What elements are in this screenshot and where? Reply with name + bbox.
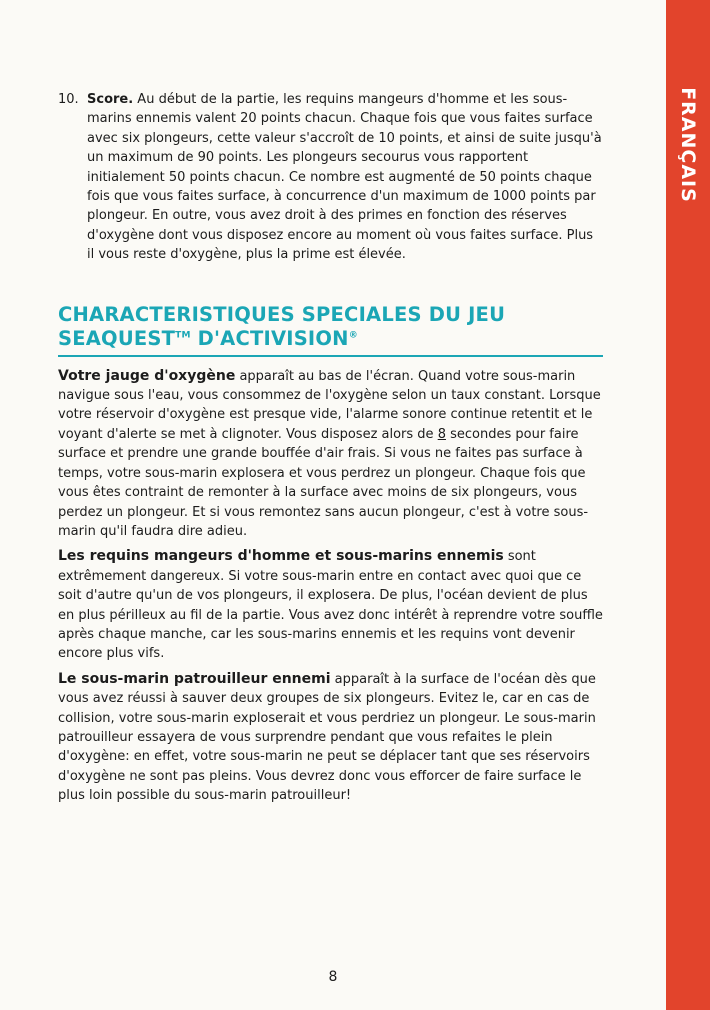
oxygen-seconds-value: 8 xyxy=(437,426,446,442)
patrol-text: apparaît à la surface de l'océan dès que vous avez réussi à sauver deux groupes de six plongeurs. Evitez le, car en cas de collision, votre sous-marin exploserait et vous perdriez un plongeur. Le sous-marin patrouilleur essayera de vous surprendre pendant que vous refaites le plein d'oxygène: en effet, votre sous-marin ne peut se déplacer tant que ses réservoirs d'oxygène ne sont pas pleins. Vous devrez donc vous efforcer de faire surface le plus loin possible du sous-marin patrouilleur! xyxy=(58,671,596,804)
language-tab-label: FRANÇAIS xyxy=(677,87,699,203)
trademark-mark: TM xyxy=(175,330,191,341)
oxygen-title: Votre jauge d'oxygène xyxy=(58,367,236,384)
heading-rule xyxy=(58,355,603,357)
heading-publisher: D'ACTIVISION xyxy=(190,326,349,350)
section-heading xyxy=(58,303,603,351)
heading-game-name: SEAQUEST xyxy=(58,326,176,350)
sharks-paragraph xyxy=(58,547,603,663)
patrol-title: Le sous-marin patrouilleur ennemi xyxy=(58,670,331,687)
heading-line-1: CHARACTERISTIQUES SPECIALES DU JEU xyxy=(58,302,506,326)
page-content xyxy=(58,90,603,812)
heading-line-2 xyxy=(58,327,603,351)
score-item xyxy=(58,90,603,265)
oxygen-paragraph xyxy=(58,367,603,542)
oxygen-text-b: secondes pour faire surface et prendre une grande bouffée d'air frais. Si vous ne faites pas surface à temps, votre sous-marin explosera et vous perdrez un plongeur. Chaque fois que vous êtes contraint de remonter à la surface avec moins de six plongeurs, vous perdez un plongeur. Et si vous remontez sans aucun plongeur, c'est à votre sous-marin qu'il faudra dire adieu. xyxy=(58,426,589,539)
patrol-paragraph xyxy=(58,670,603,806)
score-title: Score. xyxy=(87,92,134,107)
registered-mark: ® xyxy=(348,330,358,341)
page-number: 8 xyxy=(328,969,338,985)
oxygen-text-a: apparaît au bas de l'écran. Quand votre sous-marin navigue sous l'eau, vous consommez de l'oxygène selon un taux constant. Lorsque votre réservoir d'oxygène est presque vide, l'alarme sonore continue retentit et le voyant d'alerte se met à clignoter. Vous disposez alors de xyxy=(58,368,601,442)
item-number: 10. xyxy=(58,92,79,107)
sharks-title: Les requins mangeurs d'homme et sous-marins ennemis xyxy=(58,548,504,565)
score-text: Au début de la partie, les requins mangeurs d'homme et les sous-marins ennemis valent 20 points chacun. Chaque fois que vous faites surface avec six plongeurs, cette valeur s'accroît de 10 points, et ainsi de suite jusqu'à un maximum de 90 points. Les plongeurs secourus vous rapportent initialement 50 points chacun. Ce nombre est augmenté de 50 points chaque fois que vous faites surface, à concurrence d'un maximum de 1000 points par plongeur. En outre, vous avez droit à des primes en fonction des réserves d'oxygène dont vous disposez encore au moment où vous faites surface. Plus il vous reste d'oxygène, plus la prime est élevée. xyxy=(87,92,602,263)
sharks-text: sont extrêmement dangereux. Si votre sous-marin entre en contact avec quoi que ce soit d'autre qu'un de vos plongeurs, il explosera. De plus, l'océan devient de plus en plus périlleux au fil de la partie. Vous avez donc intérêt à reprendre votre souffle après chaque manche, car les sous-marins ennemis et les requins vont devenir encore plus vifs. xyxy=(58,549,603,662)
